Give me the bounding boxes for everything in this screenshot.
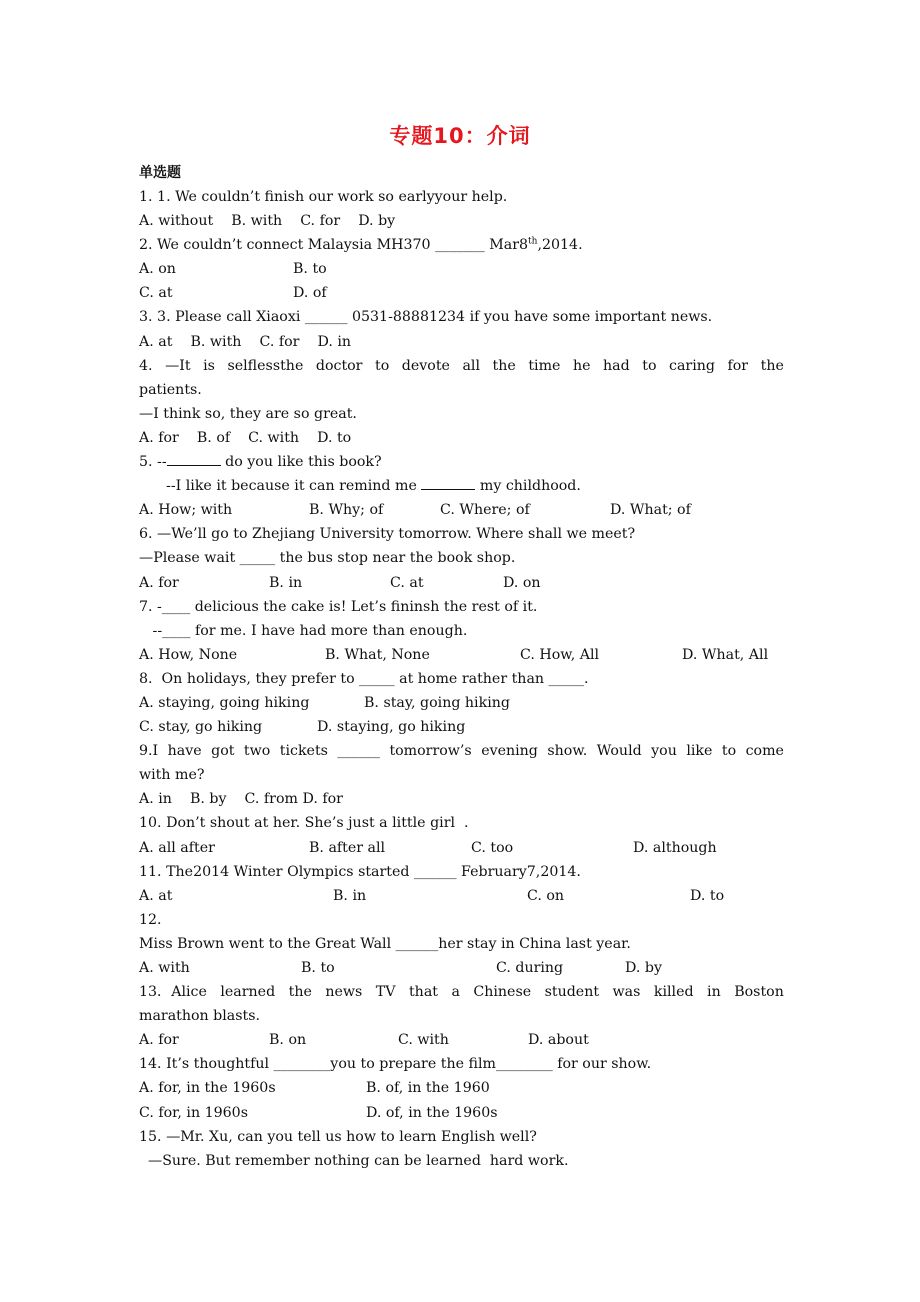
q7-option-c: C. How, All bbox=[520, 646, 600, 663]
q6-option-a: A. for bbox=[139, 574, 179, 591]
q13-option-a: A. for bbox=[139, 1032, 179, 1049]
q9-word: tickets bbox=[279, 743, 328, 760]
q9-word: 9.I bbox=[139, 743, 159, 760]
q9-word: like bbox=[686, 743, 713, 760]
q11-option-b: B. in bbox=[333, 887, 367, 904]
q2-option-b: B. to bbox=[293, 261, 327, 278]
q2-options-row1 bbox=[139, 257, 784, 281]
q13-word: Boston bbox=[734, 984, 784, 1001]
q9-word: have bbox=[167, 743, 202, 760]
q4-word: doctor bbox=[315, 357, 363, 374]
q4-word: had bbox=[603, 357, 630, 374]
q14-stem: 14. It’s thoughtful ________you to prepare the film________ for our show. bbox=[139, 1056, 652, 1073]
q13-word: Chinese bbox=[473, 984, 532, 1001]
q13-word: learned bbox=[220, 984, 276, 1001]
q14-option-b: B. of, in the 1960 bbox=[366, 1080, 490, 1097]
q10-option-b: B. after all bbox=[309, 839, 386, 856]
q12-option-a: A. with bbox=[139, 960, 190, 976]
q9-word: show. bbox=[547, 743, 588, 760]
q5-reply-end: my childhood. bbox=[475, 478, 581, 495]
q5-stem bbox=[139, 450, 784, 474]
q2-superscript: th bbox=[528, 236, 538, 247]
q13-option-b: B. on bbox=[269, 1032, 307, 1049]
q4-word: selflessthe bbox=[227, 357, 304, 374]
q4-word: he bbox=[572, 357, 591, 374]
q10-option-c: C. too bbox=[471, 839, 514, 856]
q5-stem-text: 5. -- bbox=[139, 454, 167, 471]
q4-word: to bbox=[642, 357, 657, 374]
q5-reply-text: --I like it because it can remind me bbox=[139, 478, 422, 495]
q13-word: student bbox=[544, 984, 600, 1001]
q14-options-row2 bbox=[139, 1101, 784, 1125]
q8-option-b: B. stay, going hiking bbox=[364, 694, 510, 711]
q11-stem: 11. The2014 Winter Olympics started ______ February7,2014. bbox=[139, 863, 581, 880]
q7-options bbox=[139, 643, 784, 667]
q4-reply: —I think so, they are so great. bbox=[139, 405, 357, 422]
section-heading: 单选题 bbox=[139, 165, 181, 181]
q4-word: for bbox=[727, 357, 749, 374]
q6-reply: —Please wait _____ the bus stop near the book shop. bbox=[139, 550, 516, 567]
q12-option-c: C. during bbox=[496, 960, 564, 976]
q4-word: all bbox=[462, 357, 481, 374]
q5-stem-end: do you like this book? bbox=[220, 454, 382, 471]
q13-option-c: C. with bbox=[398, 1032, 449, 1049]
q7-option-a: A. How, None bbox=[139, 646, 238, 663]
q15-stem: 15. —Mr. Xu, can you tell us how to learn English well? bbox=[139, 1128, 537, 1145]
q5-option-d: D. What; of bbox=[610, 502, 691, 519]
q14-option-d: D. of, in the 1960s bbox=[366, 1104, 498, 1121]
q6-options bbox=[139, 571, 784, 595]
q13-word: that bbox=[408, 984, 438, 1001]
q9-word: Would bbox=[596, 743, 642, 760]
question-list bbox=[139, 185, 784, 1173]
q11-option-d: D. to bbox=[690, 887, 725, 904]
q15-reply: —Sure. But remember nothing can be learned hard work. bbox=[139, 1152, 569, 1169]
q13-word: TV bbox=[375, 984, 396, 1001]
q6-option-d: D. on bbox=[503, 574, 541, 591]
q1-stem: 1. 1. We couldn’t finish our work so earlyyour help. bbox=[139, 189, 508, 205]
q8-options-row2 bbox=[139, 715, 784, 739]
q4-word: the bbox=[492, 357, 516, 374]
q12-option-d: D. by bbox=[625, 960, 662, 976]
q10-options bbox=[139, 836, 784, 860]
q8-option-d: D. staying, go hiking bbox=[317, 719, 466, 736]
q9-word: you bbox=[651, 743, 677, 760]
q4-word: time bbox=[528, 357, 561, 374]
q2-option-a: A. on bbox=[139, 261, 176, 278]
q4-word: to bbox=[375, 357, 390, 374]
q12-number: 12. bbox=[139, 911, 162, 928]
q4-word: 4. bbox=[139, 357, 153, 374]
q8-option-a: A. staying, going hiking bbox=[139, 694, 310, 711]
q7-stem: 7. -____ delicious the cake is! Let’s fininsh the rest of it. bbox=[139, 598, 538, 615]
q11-options bbox=[139, 884, 784, 908]
q5-blank-2 bbox=[421, 476, 475, 490]
q4-word: is bbox=[203, 357, 215, 374]
q13-stem-continued: marathon blasts. bbox=[139, 1008, 261, 1025]
q6-option-b: B. in bbox=[269, 574, 303, 591]
q13-word: killed bbox=[653, 984, 694, 1001]
q8-stem: 8. On holidays, they prefer to _____ at home rather than _____. bbox=[139, 670, 589, 687]
q9-word: two bbox=[243, 743, 271, 760]
q5-option-c: C. Where; of bbox=[440, 502, 530, 519]
q7-option-d: D. What, All bbox=[682, 646, 769, 663]
q3-stem: 3. 3. Please call Xiaoxi ______ 0531-88881234 if you have some important news. bbox=[139, 309, 713, 326]
q4-stem bbox=[139, 354, 784, 378]
q9-word: ______ bbox=[337, 743, 380, 760]
q5-option-a: A. How; with bbox=[139, 502, 233, 519]
q2-stem bbox=[139, 233, 784, 257]
q13-stem bbox=[139, 980, 784, 1004]
q9-stem bbox=[139, 739, 784, 763]
q4-word: devote bbox=[401, 357, 450, 374]
q13-word: in bbox=[707, 984, 721, 1001]
q4-stem-continued: patients. bbox=[139, 381, 202, 398]
q9-word: tomorrow’s bbox=[389, 743, 472, 760]
q13-word: was bbox=[612, 984, 641, 1001]
q13-word: news bbox=[325, 984, 363, 1001]
q9-word: got bbox=[211, 743, 235, 760]
q10-option-d: D. although bbox=[633, 839, 717, 856]
q9-stem-continued: with me? bbox=[139, 767, 205, 784]
q7-option-b: B. What, None bbox=[325, 646, 430, 663]
q12-stem: Miss Brown went to the Great Wall ______her stay in China last year. bbox=[139, 935, 631, 952]
q7-reply: --____ for me. I have had more than enough. bbox=[139, 622, 468, 639]
q2-stem-end: ,2014. bbox=[537, 237, 583, 254]
q6-stem: 6. —We’ll go to Zhejiang University tomorrow. Where shall we meet? bbox=[139, 526, 636, 543]
q2-option-d: D. of bbox=[293, 285, 327, 302]
q9-word: evening bbox=[481, 743, 538, 760]
q14-option-a: A. for, in the 1960s bbox=[139, 1080, 276, 1097]
q5-reply bbox=[139, 474, 784, 498]
q4-word: the bbox=[760, 357, 784, 374]
q14-options-row1 bbox=[139, 1076, 784, 1100]
q4-word: caring bbox=[669, 357, 715, 374]
q3-options: A. at B. with C. for D. in bbox=[139, 333, 352, 350]
q10-stem: 10. Don’t shout at her. She’s just a little girl . bbox=[139, 815, 469, 832]
q8-options-row1 bbox=[139, 691, 784, 715]
q13-word: a bbox=[451, 984, 460, 1001]
q4-options: A. for B. of C. with D. to bbox=[139, 429, 352, 446]
q9-word: come bbox=[745, 743, 784, 760]
q4-word: —It bbox=[165, 357, 191, 374]
q9-word: to bbox=[721, 743, 737, 760]
q13-option-d: D. about bbox=[528, 1032, 589, 1049]
q6-option-c: C. at bbox=[390, 574, 424, 591]
q11-option-a: A. at bbox=[139, 887, 173, 904]
q9-options: A. in B. by C. from D. for bbox=[139, 791, 343, 808]
q12-options bbox=[139, 956, 784, 980]
q5-options bbox=[139, 498, 784, 522]
q2-options-row2 bbox=[139, 281, 784, 305]
q11-option-c: C. on bbox=[527, 887, 565, 904]
page-title: 专题10：介词 bbox=[389, 124, 531, 148]
q14-option-c: C. for, in 1960s bbox=[139, 1104, 248, 1121]
q8-option-c: C. stay, go hiking bbox=[139, 719, 263, 736]
q13-word: the bbox=[288, 984, 312, 1001]
q13-word: 13．Alice bbox=[139, 984, 207, 1001]
q2-option-c: C. at bbox=[139, 285, 173, 302]
q2-stem-text: 2. We couldn’t connect Malaysia MH370 _______ Mar8 bbox=[139, 237, 529, 254]
q5-blank-1 bbox=[167, 452, 221, 466]
q5-option-b: B. Why; of bbox=[309, 502, 384, 519]
q1-options: A. without B. with C. for D. by bbox=[139, 213, 396, 230]
q12-option-b: B. to bbox=[301, 960, 335, 976]
q10-option-a: A. all after bbox=[139, 839, 215, 856]
q13-options bbox=[139, 1028, 784, 1052]
